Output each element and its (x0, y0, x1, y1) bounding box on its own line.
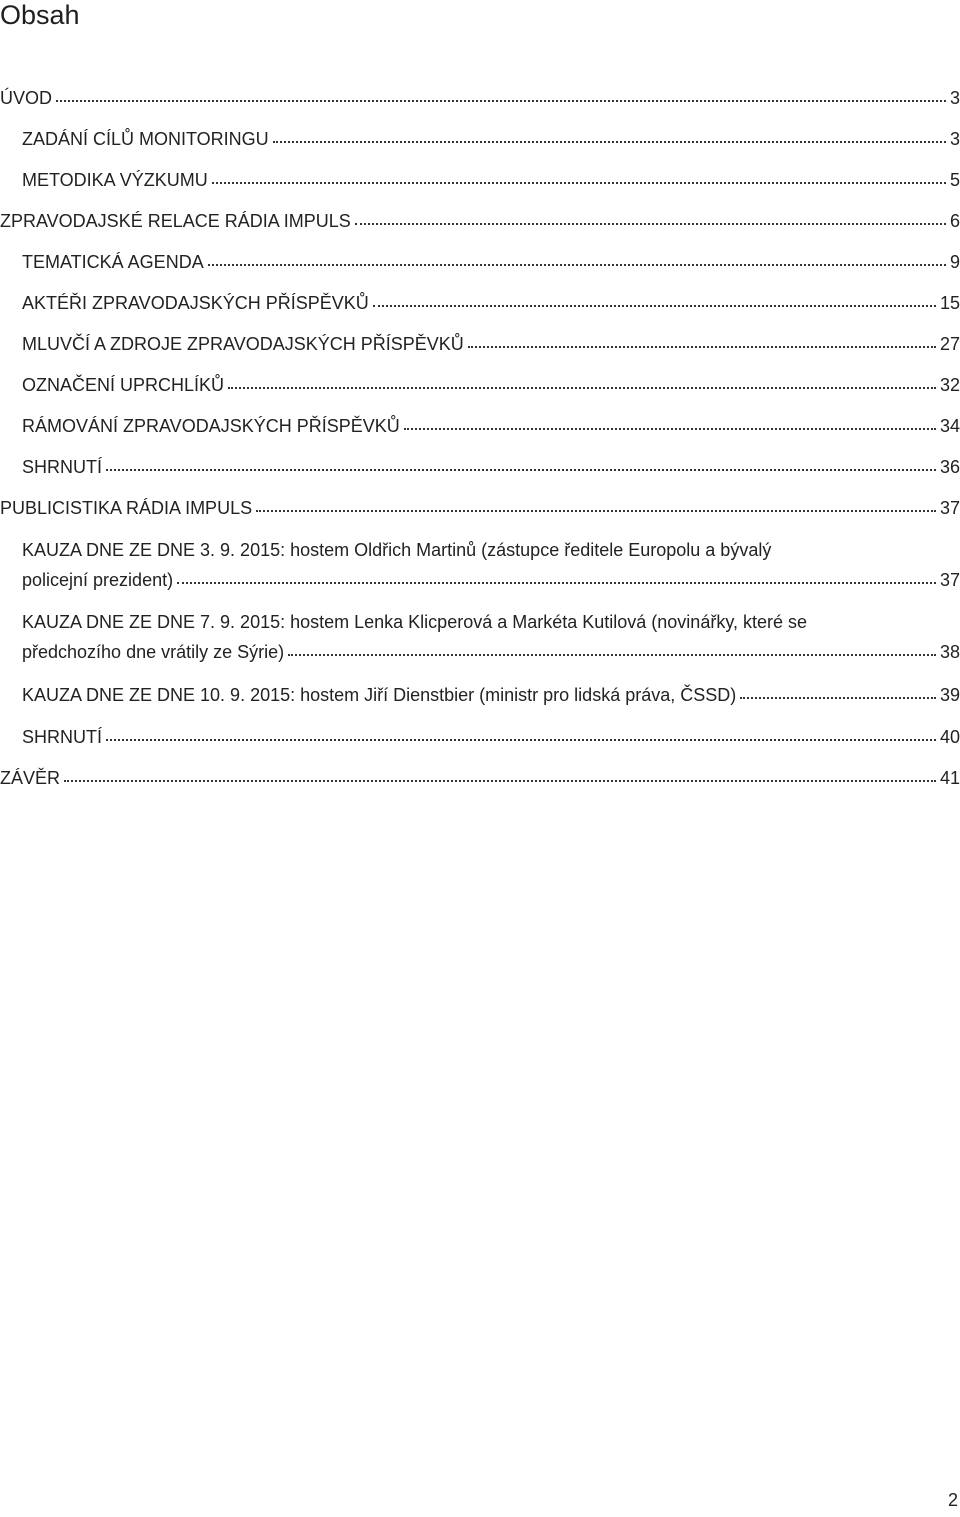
toc-page: 38 (939, 642, 960, 662)
toc-entry-publicistika[interactable] (0, 492, 960, 520)
toc-leader (208, 244, 946, 266)
toc-page: 9 (949, 252, 960, 272)
toc-entry-mluvci[interactable] (22, 328, 960, 356)
toc-page: 3 (949, 88, 960, 108)
toc-entry-uvod[interactable] (0, 82, 960, 110)
toc-label: TEMATICKÁ AGENDA (22, 252, 204, 272)
toc-leader (373, 285, 936, 307)
toc-label: PUBLICISTIKA RÁDIA IMPULS (0, 498, 253, 518)
toc-entry-kauza-10-9[interactable] (22, 679, 960, 707)
toc-label: ZÁVĚR (0, 768, 61, 788)
toc-entry-shrnuti-1[interactable] (22, 451, 960, 479)
toc-page: 37 (939, 570, 960, 590)
toc-page: 37 (939, 498, 960, 518)
toc-label: AKTÉŘI ZPRAVODAJSKÝCH PŘÍSPĚVKŮ (22, 293, 369, 313)
toc-leader (355, 203, 946, 225)
page-number: 2 (947, 1490, 958, 1510)
toc-entry-ramovani[interactable] (22, 410, 960, 438)
toc-entry-shrnuti-2[interactable] (22, 721, 960, 749)
toc-entry-kauza-7-9[interactable] (22, 608, 960, 664)
toc-label-first-line: KAUZA DNE ZE DNE 3. 9. 2015: hostem Oldřich Martinů (zástupce ředitele Europolu a bývalý (22, 540, 772, 560)
toc-page: 40 (939, 727, 960, 747)
toc-leader (468, 326, 936, 348)
toc-page: 39 (939, 685, 960, 705)
toc-entry-kauza-3-9[interactable] (22, 536, 960, 592)
toc-label: SHRNUTÍ (22, 457, 102, 477)
toc-leader (288, 634, 936, 656)
toc-leader (212, 162, 946, 184)
toc-entry-zaver[interactable] (0, 762, 960, 790)
toc-leader (256, 490, 936, 512)
toc-page: 27 (939, 334, 960, 354)
toc-label: předchozího dne vrátily ze Sýrie) (22, 642, 285, 662)
toc-label: ÚVOD (0, 88, 53, 108)
toc-leader (228, 367, 936, 389)
toc-entry-metodika[interactable] (22, 164, 960, 192)
toc-leader (273, 121, 946, 143)
toc-entry-zpravodajske-relace[interactable] (0, 205, 960, 233)
toc-label: MLUVČÍ A ZDROJE ZPRAVODAJSKÝCH PŘÍSPĚVKŮ (22, 334, 464, 354)
toc-entry-oznaceni[interactable] (22, 369, 960, 397)
toc-label-first-line: KAUZA DNE ZE DNE 7. 9. 2015: hostem Lenka Klicperová a Markéta Kutilová (novinářky, které se (22, 612, 808, 632)
toc-page: 36 (939, 457, 960, 477)
toc-leader (106, 719, 936, 741)
toc-label: OZNAČENÍ UPRCHLÍKŮ (22, 375, 225, 395)
toc-page: 41 (939, 768, 960, 788)
toc-page: 6 (949, 211, 960, 231)
toc-page: 15 (939, 293, 960, 313)
toc-entry-akteri[interactable] (22, 287, 960, 315)
toc-page: 32 (939, 375, 960, 395)
toc-label: policejní prezident) (22, 570, 174, 590)
toc-page: 34 (939, 416, 960, 436)
toc-page: 3 (949, 129, 960, 149)
toc-leader (56, 80, 946, 102)
toc-label: METODIKA VÝZKUMU (22, 170, 208, 190)
toc-label: ZPRAVODAJSKÉ RELACE RÁDIA IMPULS (0, 211, 351, 231)
toc-leader (177, 562, 936, 584)
toc-page: 5 (949, 170, 960, 190)
toc-leader (64, 760, 936, 782)
toc-label: ZADÁNÍ CÍLŮ MONITORINGU (22, 129, 269, 149)
page-title: Obsah (0, 0, 80, 30)
toc-entry-zadani[interactable] (22, 123, 960, 151)
toc-leader (404, 408, 936, 430)
toc-label: SHRNUTÍ (22, 727, 102, 747)
toc-entry-tematicka-agenda[interactable] (22, 246, 960, 274)
toc-label: RÁMOVÁNÍ ZPRAVODAJSKÝCH PŘÍSPĚVKŮ (22, 416, 400, 436)
toc-label: KAUZA DNE ZE DNE 10. 9. 2015: hostem Jiří Dienstbier (ministr pro lidská práva, ČSSD) (22, 685, 737, 705)
toc-leader (740, 677, 936, 699)
toc-leader (106, 449, 936, 471)
